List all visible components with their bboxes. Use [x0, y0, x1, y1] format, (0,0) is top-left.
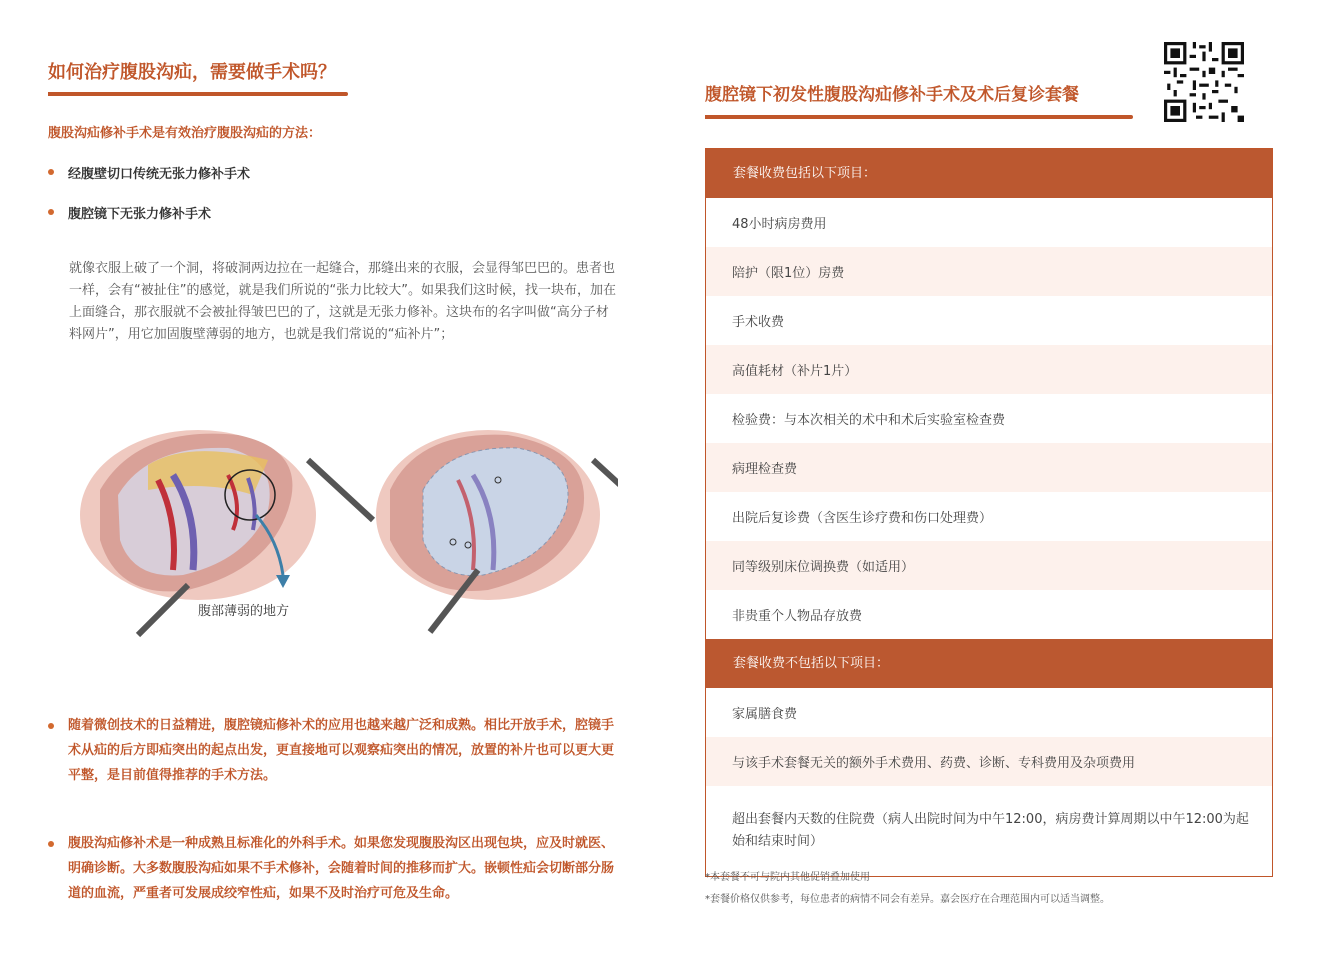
- method-label: 腹腔镜下无张力修补手术: [68, 207, 212, 222]
- note-item: [48, 831, 628, 906]
- illustration-caption: 腹部薄弱的地方: [198, 604, 290, 619]
- analogy-paragraph: 就像衣服上破了一个洞，将破洞两边拉在一起缝合，那缝出来的衣服，会显得邹巴巴的。患者也一样，会有“被扯住”的感觉，就是我们所说的“张力比较大”。如果我们这时候，找一块布，加在上面缝合，那衣服就不会被扯得皱巴巴的了，这就是无张力修补。这块布的名字叫做“高分子材料网片”，用它加固腹壁薄弱的地方，也就是我们常说的“疝补片”；: [69, 261, 616, 342]
- package-table: [705, 148, 1273, 877]
- method-item: [48, 203, 211, 222]
- package-title: 腹腔镜下初发性腹股沟疝修补手术及术后复诊套餐: [705, 85, 1079, 105]
- method-item: [48, 163, 250, 182]
- table-row: 超出套餐内天数的住院费（病人出院时间为中午12:00，病房费计算周期以中午12:00为起始和结束时间）: [732, 812, 1249, 849]
- included-header: 套餐收费包括以下项目：: [706, 149, 1272, 198]
- package-title-underline: [705, 115, 1133, 119]
- table-row: 检验费：与本次相关的术中和术后实验室检查费: [732, 413, 1006, 428]
- qr-code-icon[interactable]: [1164, 42, 1244, 122]
- intro-text: 腹股沟疝修补手术是有效治疗腹股沟疝的方法：: [48, 126, 322, 141]
- table-row: 陪护（限1位）房费: [706, 247, 1272, 296]
- bullet-dot: [48, 169, 54, 175]
- method-label: 经腹壁切口传统无张力修补手术: [68, 167, 251, 182]
- surgery-illustration: [78, 420, 618, 650]
- table-row: 家属膳食费: [732, 707, 798, 722]
- bullet-dot: [48, 723, 54, 729]
- note-item: [48, 713, 628, 788]
- table-row: 48小时病房费用: [732, 217, 827, 232]
- table-row: 病理检查费: [706, 443, 1272, 492]
- footnote: *套餐价格仅供参考，每位患者的病情不同会有差异。嘉会医疗在合理范围内可以适当调整。: [705, 894, 1110, 905]
- table-row: 手术收费: [732, 315, 785, 330]
- footnote: *本套餐不可与院内其他促销叠加使用: [705, 872, 870, 883]
- mesh-repair-illustration: [376, 430, 618, 632]
- table-row: 非贵重个人物品存放费: [732, 609, 863, 624]
- note-text: 随着微创技术的日益精进，腹腔镜疝修补术的应用也越来越广泛和成熟。相比开放手术，腔镜手术从疝的后方即疝突出的起点出发，更直接地可以观察疝突出的情况，放置的补片也可以更大更平整，是目前值得推荐的手术方法。: [68, 718, 615, 783]
- title-underline: [48, 92, 348, 96]
- bullet-dot: [48, 209, 54, 215]
- section-title: 如何治疗腹股沟疝，需要做手术吗？: [48, 62, 336, 83]
- note-text: 腹股沟疝修补术是一种成熟且标准化的外科手术。如果您发现腹股沟区出现包块，应及时就医、明确诊断。大多数腹股沟疝如果不手术修补，会随着时间的推移而扩大。嵌顿性疝会切断部分肠道的血流，严重者可发展成绞窄性疝，如果不及时治疗可危及生命。: [68, 836, 615, 901]
- bullet-dot: [48, 841, 54, 847]
- table-row: 同等级别床位调换费（如适用）: [706, 541, 1272, 590]
- table-row: 高值耗材（补片1片）: [706, 345, 1272, 394]
- table-row: 与该手术套餐无关的额外手术费用、药费、诊断、专科费用及杂项费用: [706, 737, 1272, 786]
- table-row: 出院后复诊费（含医生诊疗费和伤口处理费）: [732, 511, 993, 526]
- excluded-header: 套餐收费不包括以下项目：: [706, 639, 1272, 688]
